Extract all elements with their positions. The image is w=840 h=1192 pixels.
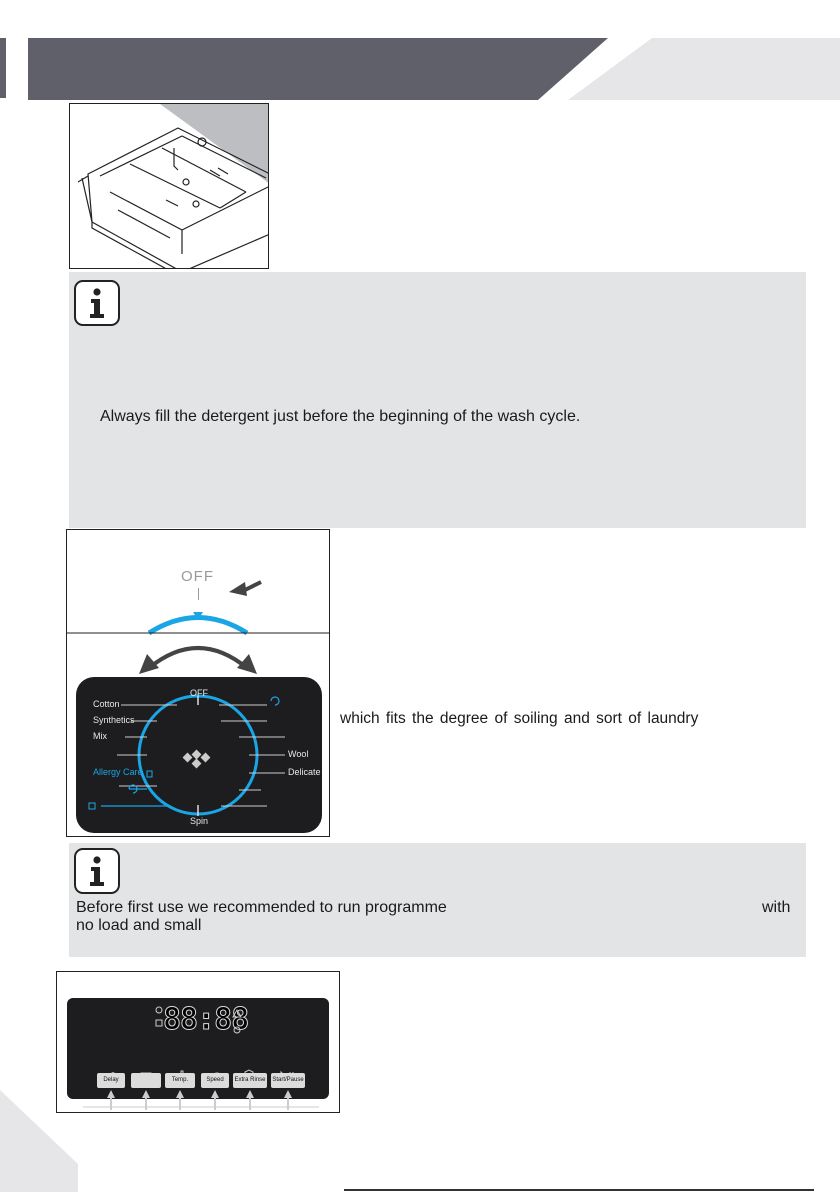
footer-line [344, 1189, 814, 1191]
detergent-drawer-figure [69, 103, 269, 269]
start-pause-button[interactable]: Start/Pause [271, 1073, 305, 1088]
extra-rinse-button[interactable]: Extra Rinse [233, 1073, 267, 1088]
footer-tab [0, 1090, 90, 1192]
first-use-line1-end: with [762, 899, 791, 916]
detergent-note [69, 272, 806, 528]
delay-button[interactable]: Delay [97, 1073, 125, 1088]
dial-label-left-2: Synthetics [93, 715, 135, 725]
info-icon [74, 280, 120, 326]
dial-label-right-5: Delicate [288, 767, 321, 777]
info-icon-2 [74, 848, 120, 894]
programme-dial[interactable] [67, 530, 330, 837]
header-bar [0, 0, 840, 110]
first-use-line2: no load and small [76, 917, 202, 934]
dial-label-left-5: Allergy Care [93, 767, 143, 777]
dial-label-left-1: Cotton [93, 699, 120, 709]
programme-dial-figure [66, 529, 330, 837]
speed-button[interactable]: Speed [201, 1073, 229, 1088]
dial-label-off-top: OFF [190, 688, 208, 698]
dial-label-right-4: Wool [288, 749, 309, 759]
temp-button[interactable]: Temp. [165, 1073, 195, 1088]
dial-off-label: OFF [181, 568, 214, 585]
control-panel-figure [56, 971, 340, 1113]
lcd-display: 88:88 [163, 1002, 249, 1037]
dial-caption: which fits the degree of soiling and sort of laundry [340, 710, 699, 727]
dial-label-left-3: Mix [93, 731, 107, 741]
dial-label-spin: Spin [190, 816, 209, 826]
detergent-note-text: Always fill the detergent just before the beginning of the wash cycle. [100, 408, 581, 425]
first-use-line1: Before first use we recommended to run programme [76, 899, 447, 916]
